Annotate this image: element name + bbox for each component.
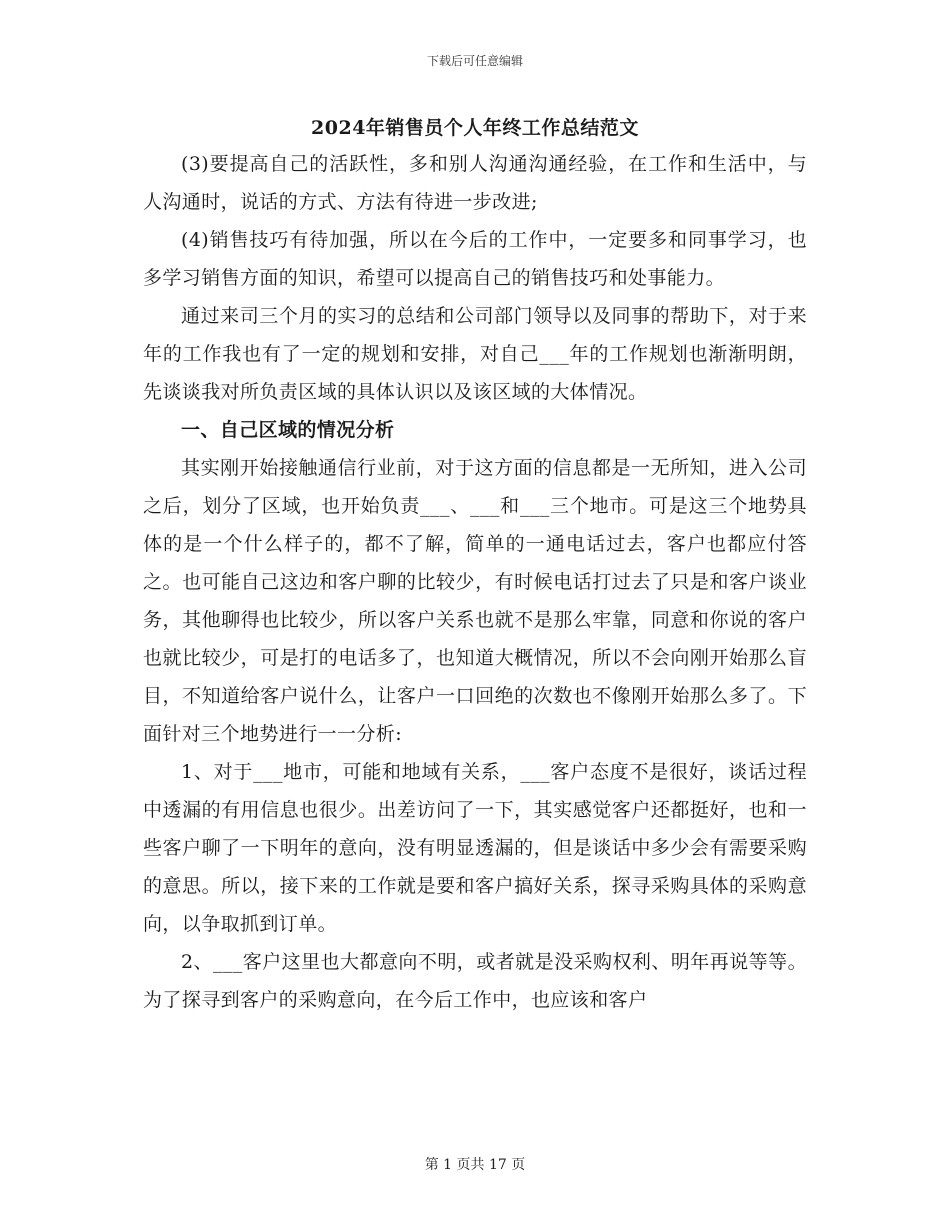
- body-paragraph: (3)要提高自己的活跃性，多和别人沟通沟通经验，在工作和生活中，与人沟通时，说话的方式、方法有待进一步改进;: [143, 153, 807, 213]
- document-body: [143, 145, 807, 1019]
- section-paragraph: 其实刚开始接触通信行业前，对于这方面的信息都是一无所知，进入公司之后，划分了区域，也开始负责___、___和___三个地市。可是这三个地势具体的是一个什么样子的，都不了解，简单的一通电话过去，客户也都应付答之。也可能自己这边和客户聊的比较少，有时候电话打过去了只是和客户谈业务，其他聊得也比较少，所以客户关系也就不是那么牢靠，同意和你说的客户也就比较少，可是打的电话多了，也知道大概情况，所以不会向刚开始那么盲目，不知道给客户说什么，让客户一口回绝的次数也不像刚开始那么多了。下面针对三个地势进行一一分析:: [143, 457, 807, 745]
- body-paragraph: 通过来司三个月的实习的总结和公司部门领导以及同事的帮助下，对于来年的工作我也有了一定的规划和安排，对自己___年的工作规划也渐渐明朗，先谈谈我对所负责区域的具体认识以及该区域的大体情况。: [143, 305, 807, 403]
- section-heading: 一、自己区域的情况分析: [181, 419, 395, 441]
- document-title: 2024年销售员个人年终工作总结范文: [311, 117, 639, 139]
- section-paragraph: 1、对于___地市，可能和地域有关系，___客户态度不是很好，谈话过程中透漏的有用信息也很少。出差访问了一下，其实感觉客户还都挺好，也和一些客户聊了一下明年的意向，没有明显透漏的，但是谈话中多少会有需要采购的意思。所以，接下来的工作就是要和客户搞好关系，探寻采购具体的采购意向，以争取抓到订单。: [143, 761, 807, 935]
- page-footer-number: 第 1 页共 17 页: [424, 1157, 526, 1173]
- section-paragraph: 2、___客户这里也大都意向不明，或者就是没采购权利、明年再说等等。为了探寻到客户的采购意向，在今后工作中，也应该和客户: [143, 951, 807, 1011]
- body-paragraph: (4)销售技巧有待加强，所以在今后的工作中，一定要多和同事学习，也多学习销售方面的知识，希望可以提高自己的销售技巧和处事能力。: [143, 229, 807, 289]
- page-header-note: 下载后可任意编辑: [426, 54, 523, 68]
